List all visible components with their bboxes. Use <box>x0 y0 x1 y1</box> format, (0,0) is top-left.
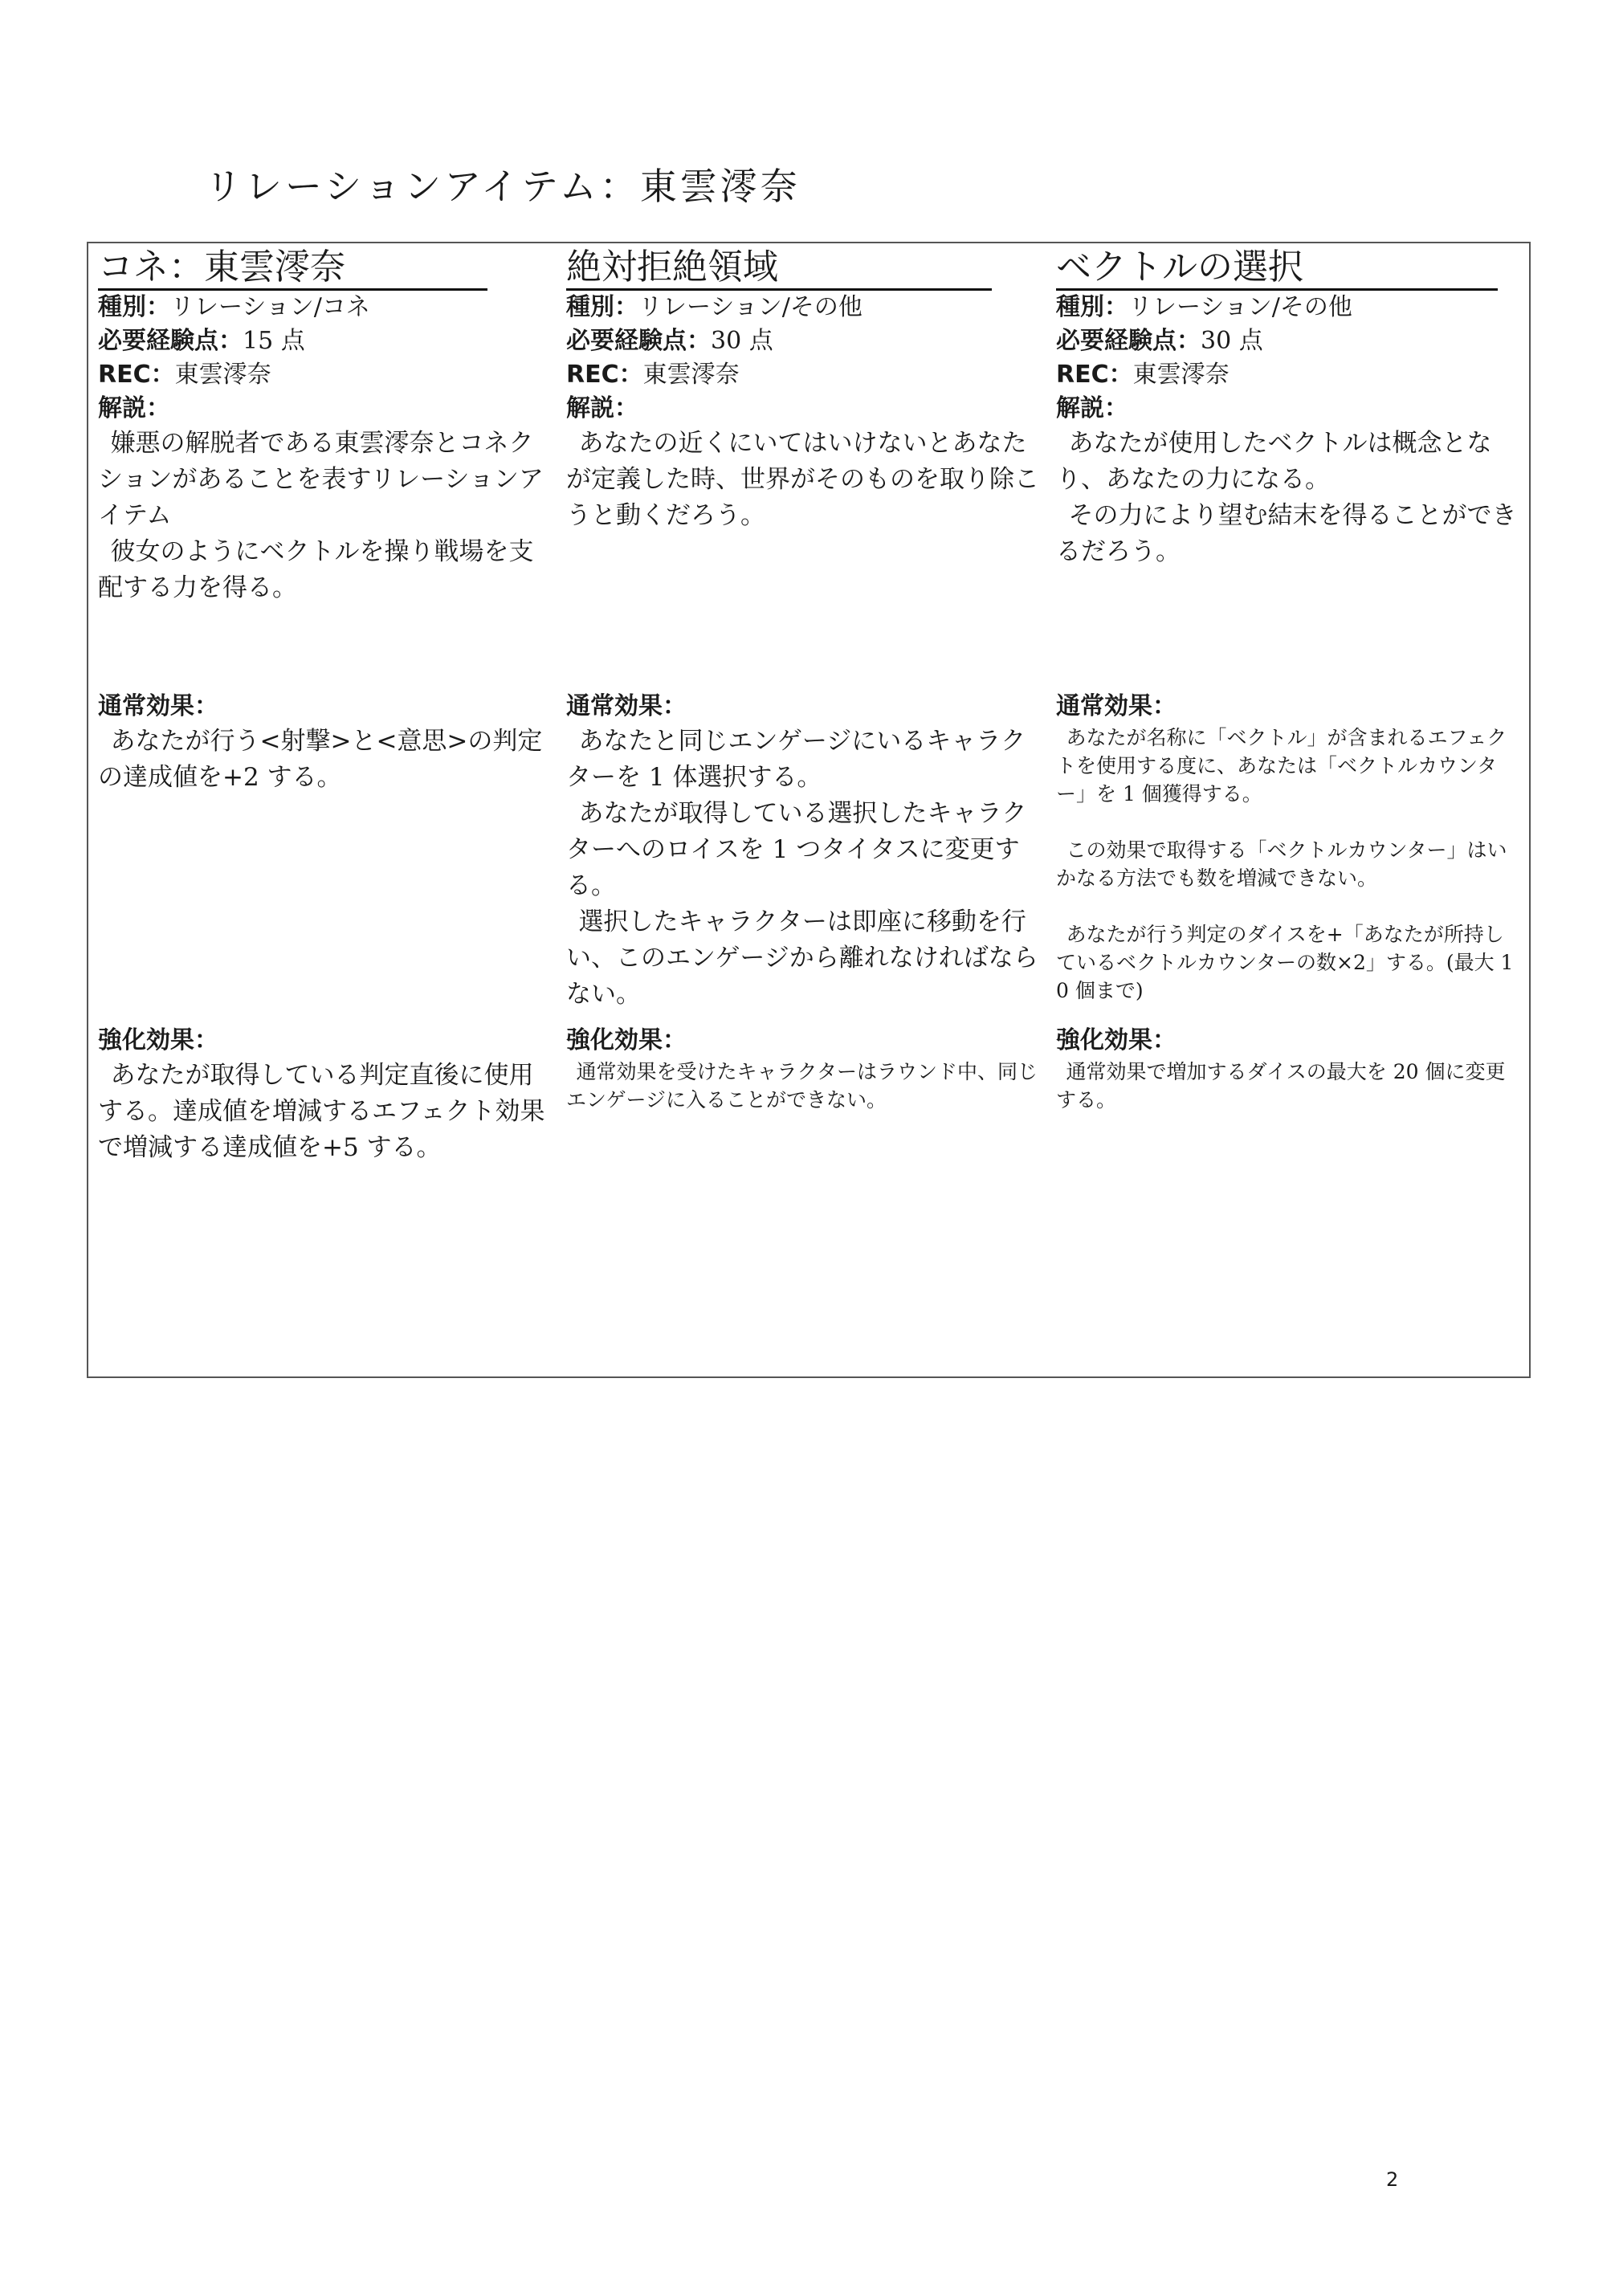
type-label: 種別： <box>1056 293 1128 321</box>
type-label: 種別： <box>98 293 170 321</box>
rec-label: REC： <box>98 361 175 389</box>
exp-value: 30 点 <box>711 327 773 355</box>
page-number: 2 <box>1386 2168 1399 2191</box>
exp-label: 必要経験点： <box>98 327 243 355</box>
description-paragraph: 彼女のようにベクトルを操り戦場を支配する力を得る。 <box>98 537 534 602</box>
rec-label: REC： <box>566 361 643 389</box>
normal-effect-paragraph: あなたが行う判定のダイスを+「あなたが所持しているベクトルカウンターの数×2」する。(最大 10 個まで) <box>1056 923 1514 1002</box>
description-label: 解説： <box>1056 394 1128 422</box>
normal-effect-paragraph: この効果で取得する「ベクトルカウンター」はいかなる方法でも数を増減できない。 <box>1056 838 1507 890</box>
item-rec-line <box>98 358 552 392</box>
normal-effect-block <box>98 690 552 796</box>
rec-value: 東雲澪奈 <box>642 361 740 389</box>
item-name: ベクトルの選択 <box>1056 247 1498 291</box>
strong-effect-block <box>566 1024 1044 1114</box>
item-rec-line <box>1056 358 1518 392</box>
item-rec-line <box>566 358 1044 392</box>
description-paragraph: 嫌悪の解脱者である東雲澪奈とコネクションがあることを表すリレーションアイテム <box>98 429 544 530</box>
exp-value: 30 点 <box>1201 327 1263 355</box>
rec-value: 東雲澪奈 <box>1132 361 1230 389</box>
item-exp-line <box>98 324 552 358</box>
item-header-block <box>1056 247 1518 570</box>
item-type-line <box>98 291 552 324</box>
item-exp-line <box>566 324 1044 358</box>
type-value: リレーション/その他 <box>1128 293 1352 321</box>
normal-effect-label: 通常効果： <box>1056 692 1177 720</box>
item-header-block <box>566 247 1044 534</box>
type-label: 種別： <box>566 293 638 321</box>
strong-effect-paragraph: 通常効果で増加するダイスの最大を 20 個に変更する。 <box>1056 1060 1506 1111</box>
item-type-line <box>566 291 1044 324</box>
rec-value: 東雲澪奈 <box>174 361 271 389</box>
strong-effect-block <box>1056 1024 1518 1114</box>
strong-effect-label: 強化効果： <box>1056 1026 1177 1054</box>
relation-item-table <box>87 242 1531 1378</box>
item-name: コネ：東雲澪奈 <box>98 247 487 291</box>
description-paragraph: あなたの近くにいてはいけないとあなたが定義した時、世界がそのものを取り除こうと動くだろう。 <box>566 429 1039 530</box>
type-value: リレーション/コネ <box>170 293 370 321</box>
normal-effect-label: 通常効果： <box>98 692 218 720</box>
normal-effect-paragraph: あなたと同じエンゲージにいるキャラクターを 1 体選択する。 <box>566 727 1026 792</box>
page-title: リレーションアイテム：東雲澪奈 <box>205 165 801 208</box>
description-label: 解説： <box>566 394 638 422</box>
item-header-block <box>98 247 552 606</box>
exp-label: 必要経験点： <box>566 327 711 355</box>
exp-label: 必要経験点： <box>1056 327 1201 355</box>
strong-effect-block <box>98 1024 552 1166</box>
strong-effect-label: 強化効果： <box>98 1026 218 1054</box>
description-paragraph: その力により望む結末を得ることができるだろう。 <box>1056 501 1517 566</box>
item-type-line <box>1056 291 1518 324</box>
type-value: リレーション/その他 <box>638 293 863 321</box>
normal-effect-paragraph: 選択したキャラクターは即座に移動を行い、このエンゲージから離れなければならない。 <box>566 907 1038 1009</box>
item-exp-line <box>1056 324 1518 358</box>
item-name: 絶対拒絶領域 <box>566 247 992 291</box>
rec-label: REC： <box>1056 361 1133 389</box>
strong-effect-paragraph: 通常効果を受けたキャラクターはラウンド中、同じエンゲージに入ることができない。 <box>566 1060 1038 1111</box>
normal-effect-block <box>566 690 1044 1013</box>
strong-effect-label: 強化効果： <box>566 1026 687 1054</box>
normal-effect-paragraph: あなたが名称に「ベクトル」が含まれるエフェクトを使用する度に、あなたは「ベクトルカウンター」を 1 個獲得する。 <box>1056 726 1507 805</box>
description-label: 解説： <box>98 394 170 422</box>
normal-effect-paragraph: あなたが取得している選択したキャラクターへのロイスを 1 つタイタスに変更する。 <box>566 799 1027 900</box>
exp-value: 15 点 <box>243 327 305 355</box>
strong-effect-paragraph: あなたが取得している判定直後に使用する。達成値を増減するエフェクト効果で増減する達成値を+5 する。 <box>98 1061 545 1162</box>
normal-effect-label: 通常効果： <box>566 692 687 720</box>
description-paragraph: あなたが使用したベクトルは概念となり、あなたの力になる。 <box>1056 429 1492 494</box>
normal-effect-block <box>1056 690 1518 1005</box>
normal-effect-paragraph: あなたが行う<射撃>と<意思>の判定の達成値を+2 する。 <box>98 727 543 792</box>
